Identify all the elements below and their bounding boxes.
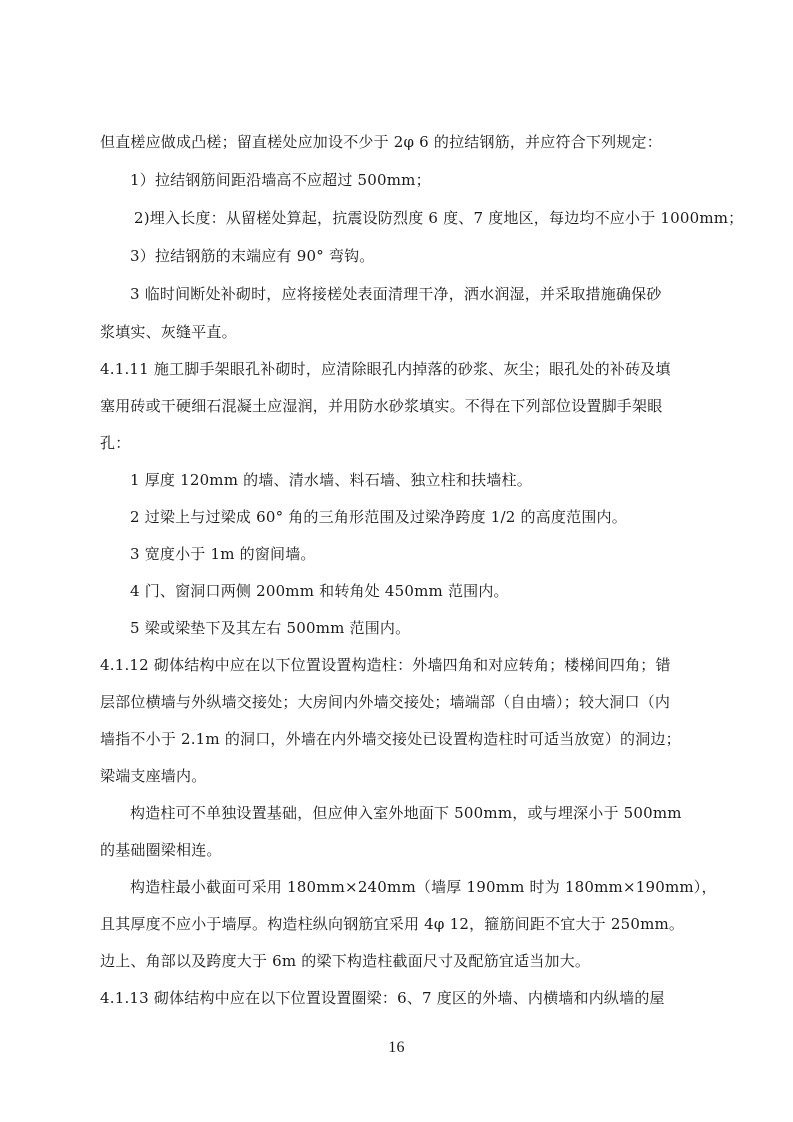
- text-line: 1 厚度 120mm 的墙、清水墙、料石墙、独立柱和扶墙柱。: [130, 471, 532, 489]
- text-line: 2)埋入长度：从留槎处算起，抗震设防烈度 6 度、7 度地区，每边均不应小于 1000mm；: [134, 209, 744, 227]
- text-line: 塞用砖或干硬细石混凝土应湿润，并用防水砂浆填实。不得在下列部位设置脚手架眼: [100, 397, 663, 415]
- page-number: 16: [388, 1039, 405, 1056]
- text-line: 但直槎应做成凸槎；留直槎处应加设不少于 2φ 6 的拉结钢筋，并应符合下列规定：: [100, 133, 662, 151]
- text-line: 4.1.12 砌体结构中应在以下位置设置构造柱：外墙四角和对应转角；楼梯间四角；错: [100, 656, 671, 674]
- text-line: 梁端支座墙内。: [100, 767, 207, 785]
- text-line: 的基础圈梁相连。: [100, 841, 222, 859]
- text-line: 3 临时间断处补砌时，应将接槎处表面清理干净，洒水润湿，并采取措施确保砂: [130, 285, 662, 303]
- text-line: 孔：: [100, 434, 131, 452]
- text-line: 5 梁或梁垫下及其左右 500mm 范围内。: [130, 619, 411, 637]
- text-line: 3 宽度小于 1m 的窗间墙。: [130, 545, 316, 563]
- text-line: 边上、角部以及跨度大于 6m 的梁下构造柱截面尺寸及配筋宜适当加大。: [100, 952, 591, 970]
- text-line: 层部位横墙与外纵墙交接处；大房间内外墙交接处；墙端部（自由墙）；较大洞口（内: [100, 693, 671, 711]
- text-line: 且其厚度不应小于墙厚。构造柱纵向钢筋宜采用 4φ 12，箍筋间距不宜大于 250mm。: [100, 915, 685, 933]
- text-line: 2 过梁上与过梁成 60° 角的三角形范围及过梁净跨度 1/2 的高度范围内。: [130, 508, 627, 526]
- text-line: 构造柱最小截面可采用 180mm×240mm（墙厚 190mm 时为 180mm×190mm），: [130, 878, 717, 896]
- text-line: 墙指不小于 2.1m 的洞口，外墙在内外墙交接处已设置构造柱时可适当放宽）的洞边；: [100, 730, 681, 748]
- text-line: 4.1.11 施工脚手架眼孔补砌时，应清除眼孔内掉落的砂浆、灰尘；眼孔处的补砖及填: [100, 360, 671, 378]
- text-line: 4.1.13 砌体结构中应在以下位置设置圈梁：6、7 度区的外墙、内横墙和内纵墙的屋: [100, 989, 665, 1007]
- text-line: 1）拉结钢筋间距沿墙高不应超过 500mm；: [130, 171, 431, 189]
- text-line: 浆填实、灰缝平直。: [100, 323, 237, 341]
- text-line: 构造柱可不单独设置基础，但应伸入室外地面下 500mm，或与埋深小于 500mm: [130, 804, 682, 822]
- text-line: 3）拉结钢筋的末端应有 90° 弯钩。: [130, 247, 375, 265]
- text-line: 4 门、窗洞口两侧 200mm 和转角处 450mm 范围内。: [130, 582, 509, 600]
